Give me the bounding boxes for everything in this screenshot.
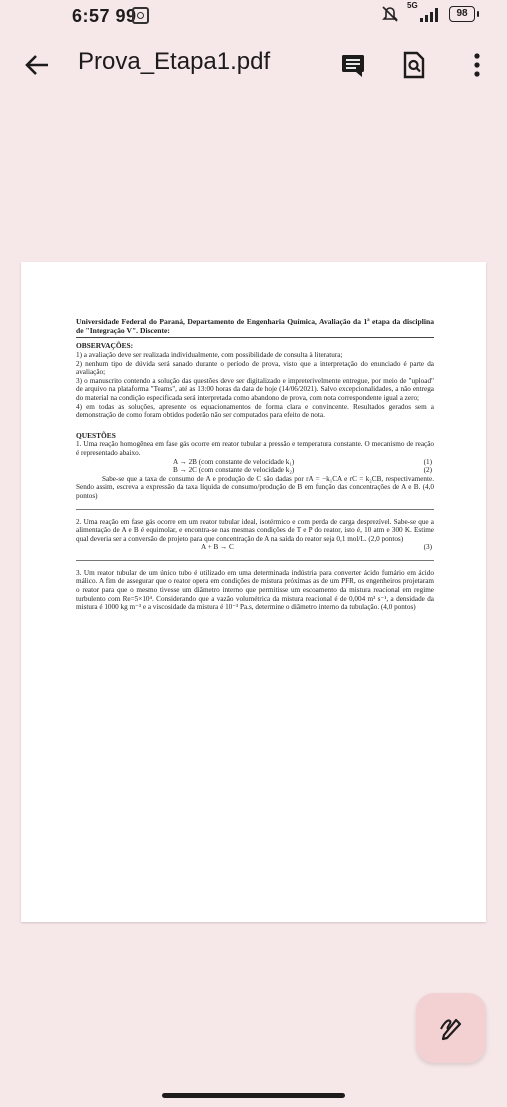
document-content xyxy=(76,317,434,612)
question-2-text: 2. Uma reação em fase gás ocorre em um reator tubular ideal, isotérmico e com perda de carga desprezível. Sabe-se que a alimentação de A e B é equimolar, e encontra-se nas mesmas condições de T e P do reator, isto é, 10 atm e 300 K. Estime qual deveria ser a conversão de projeto para que concentração de A na saída do reator seja 0,1 mol/L. (2,0 pontos) xyxy=(76,517,434,543)
app-bar xyxy=(0,30,507,100)
questions-title: QUESTÕES xyxy=(76,430,116,440)
comment-icon[interactable] xyxy=(338,50,368,80)
find-in-page-icon[interactable] xyxy=(398,50,428,80)
document-title: Prova_Etapa1.pdf xyxy=(78,48,271,75)
annotate-button[interactable] xyxy=(416,993,486,1063)
question-divider xyxy=(76,509,434,510)
signal-icon xyxy=(420,8,442,22)
camera-notification-icon xyxy=(132,7,149,24)
question-3-text: 3. Um reator tubular de um único tubo é utilizado em uma determinada indústria para converter ácido fumário em ácido málico. A fim de assegurar que o reator opera em condições de mistura próximas as de um PFR, os engenheiros projetaram o reator para que o mesmo tivesse um diâmetro interno que permitisse um escoamento da mistura reacional em regime turbulento com Re=5×10⁴. Considerando que a vazão volumétrica da mistura reacional é de 0,004 m³ s⁻¹, a densidade da mistura é 1000 kg m⁻³ e a viscosidade da mistura é 10⁻³ Pa.s, determine o diâmetro interno da tubulação. (4,0 pontos) xyxy=(76,568,434,612)
pdf-page[interactable] xyxy=(21,262,486,922)
pen-annotate-icon xyxy=(438,1015,464,1041)
network-type: 5G xyxy=(407,1,418,10)
clock: 6:57 99 xyxy=(72,6,137,26)
more-options-icon[interactable] xyxy=(462,50,492,80)
question-divider xyxy=(76,560,434,561)
observation-item: 4) em todas as soluções, apresente os equacionamentos de forma clara e convincente. Resultados gerados sem a demonstração de como foram obtidos poderão não ser computados para efeito de nota. xyxy=(76,402,434,420)
equation-2: B → 2C (com constante de velocidade k₂) (2) xyxy=(173,466,432,475)
equation-1: A → 2B (com constante de velocidade k₁) (1) xyxy=(173,457,432,466)
question-1-text-2: Sabe-se que a taxa de consumo de A e produção de C são dadas por rA = −k₁CA e rC = k₂CB, respectivamente. Sendo assim, escreva a expressão da taxa líquida de consumo/produção de B em função das concentrações de A e B. (4,0 pontos) xyxy=(76,474,434,500)
home-indicator[interactable] xyxy=(162,1093,345,1098)
back-arrow-icon[interactable] xyxy=(22,50,52,80)
observation-item: 1) a avaliação deve ser realizada individualmente, com possibilidade de consulta à literatura; xyxy=(76,351,343,359)
equation-3: A + B → C (3) xyxy=(201,543,432,552)
battery-icon: 98 xyxy=(449,6,475,22)
document-header: Universidade Federal do Paraná, Departamento de Engenharia Química, Avaliação da 1ª etapa da disciplina de "Integração V". Discente: xyxy=(76,317,434,336)
mute-icon xyxy=(381,5,399,28)
status-bar xyxy=(0,0,507,30)
observation-item: 3) o manuscrito contendo a solução das questões deve ser digitalizado e impreterivelmente entregue, por meio de "upload" de arquivo na plataforma "Teams", até as 13:00 horas da data de hoje (14/06/2021). Salvo excepcionalidades, a não entrega do material na condição especificada será interpretada como abandono de prova, com nota correspondente igual a zero; xyxy=(76,376,434,402)
observations-title: OBSERVAÇÕES: xyxy=(76,341,134,351)
question-1-text: 1. Uma reação homogênea em fase gás ocorre em reator tubular a pressão e temperatura constante. O mecanismo de reação é representado abaixo. xyxy=(76,440,434,457)
header-rule xyxy=(76,337,434,338)
observation-item: 2) nenhum tipo de dúvida será sanado durante o período de prova, visto que a interpretação do enunciado é parte da avaliação; xyxy=(76,359,434,377)
